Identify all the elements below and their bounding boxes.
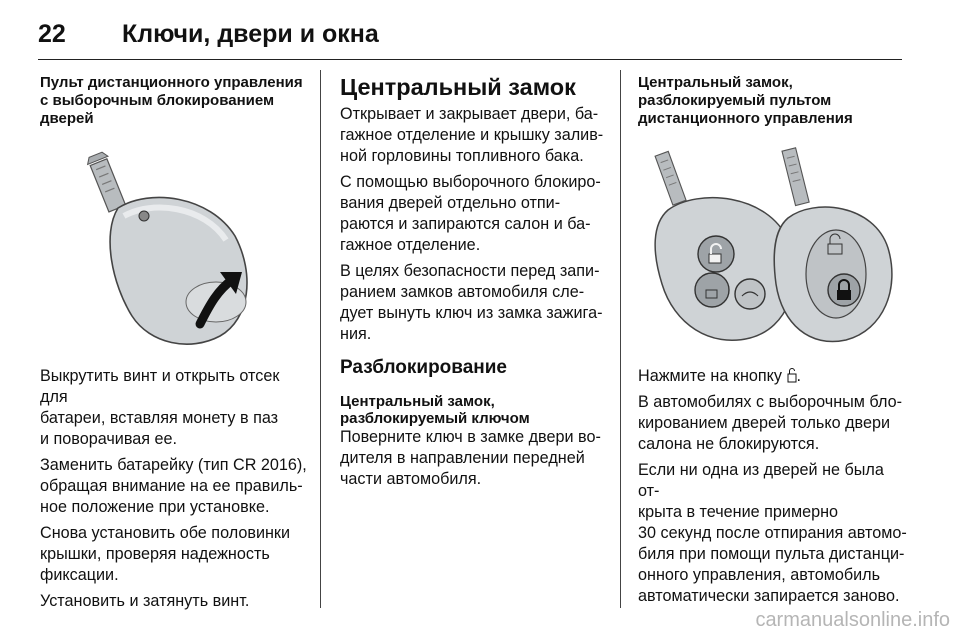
unlock-icon xyxy=(787,367,797,383)
paragraph: Установить и затянуть винт. xyxy=(40,592,250,610)
column-divider-2 xyxy=(620,70,621,608)
section-title-central-lock: Центральный замок xyxy=(340,74,576,100)
paragraph: Заменить батарейку (тип CR 2016), обращая внимание на ее правиль- ное положение при установке. xyxy=(40,456,307,516)
press-button-line: Нажмите на кнопку . xyxy=(638,367,802,385)
paragraph: С помощью выборочного блокиро- вания дверей отдельно отпи- раются и запираются салон и ба- гажное отделение. xyxy=(340,173,601,254)
section-heading-remote: Пульт дистанционного управления с выборочным блокированием дверей xyxy=(40,74,303,127)
paragraph: Снова установить обе половинки крышки, проверяя надежность фиксации. xyxy=(40,524,291,584)
column-central-lock xyxy=(340,74,610,495)
subheading-key-unlock: Центральный замок, разблокируемый ключом xyxy=(340,393,530,427)
two-remote-keys-illustration xyxy=(638,144,902,352)
paragraph: Открывает и закрывает двери, ба- гажное отделение и крышку залив- ной горловины топливного бака. xyxy=(340,105,604,165)
paragraph: В автомобилях с выборочным бло- кированием дверей только двери салона не блокируются. xyxy=(638,393,902,453)
column-remote-unlock xyxy=(638,74,908,612)
remote-key-battery-illustration xyxy=(40,144,304,352)
section-heading-remote-unlock: Центральный замок, разблокируемый пультом дистанционного управления xyxy=(638,74,853,127)
column-divider-1 xyxy=(320,70,321,608)
page-title: Ключи, двери и окна xyxy=(122,20,379,48)
column-battery-replacement xyxy=(40,74,308,617)
page-number: 22 xyxy=(38,20,66,48)
paragraph: Выкрутить винт и открыть отсек для батареи, вставляя монету в паз и поворачивая ее. xyxy=(40,367,280,448)
paragraph: Если ни одна из дверей не была от- крыта в течение примерно 30 секунд после отпирания автомо- биля при помощи пульта дистанци- онного управления, автомобиль автоматически запирается заново. xyxy=(638,461,907,605)
watermark: carmanualsonline.info xyxy=(755,609,950,631)
paragraph: В целях безопасности перед запи- ранием замков автомобиля сле- дует вынуть ключ из замка зажига- ния. xyxy=(340,262,603,343)
section-title-unlocking: Разблокирование xyxy=(340,357,508,378)
header-divider xyxy=(38,59,902,60)
paragraph: Поверните ключ в замке двери во- дителя в направлении передней части автомобиля. xyxy=(340,428,601,488)
